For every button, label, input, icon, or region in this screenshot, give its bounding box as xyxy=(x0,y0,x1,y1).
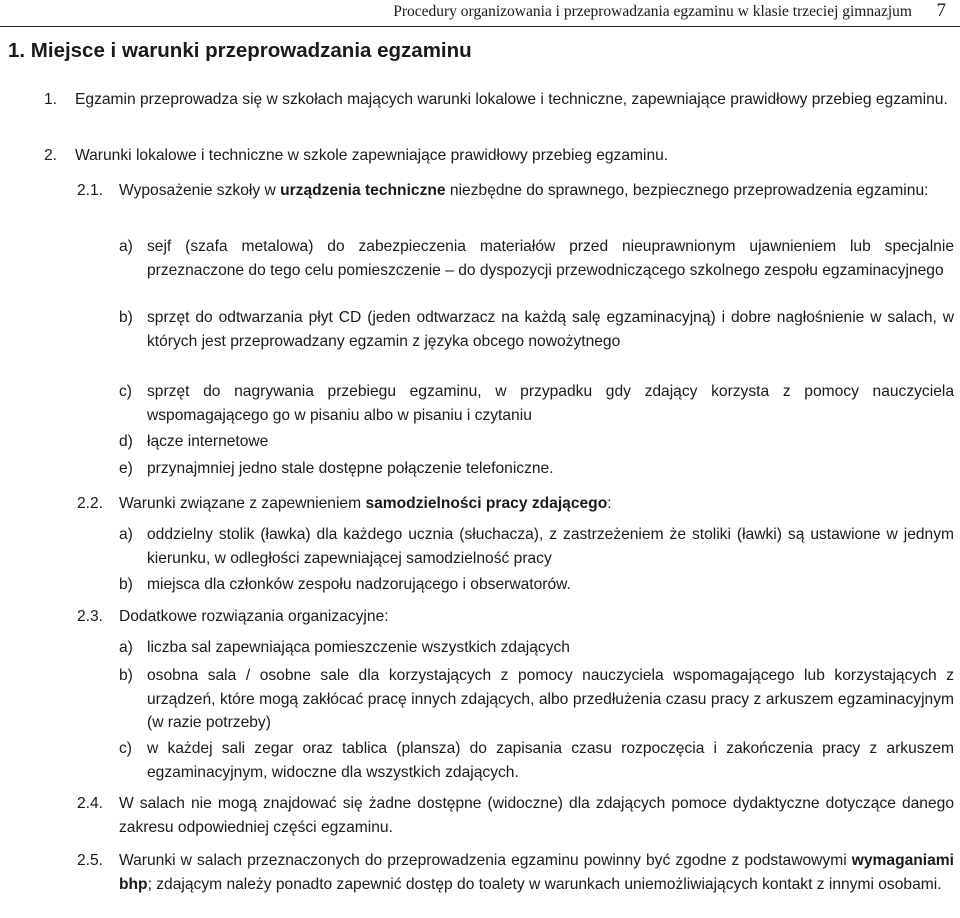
list-item-2-1-d xyxy=(119,430,954,454)
chapter-title: 1. Miejsce i warunki przeprowadzania egzaminu xyxy=(8,39,472,62)
point-number: 2. xyxy=(44,147,58,164)
section-2-5 xyxy=(77,849,954,896)
item-letter: a) xyxy=(119,238,133,255)
point-1-text: Egzamin przeprowadza się w szkołach mających warunki lokalowe i techniczne, zapewniające prawidłowy przebieg egzaminu. xyxy=(75,91,948,108)
section-2-3-heading: Dodatkowe rozwiązania organizacyjne: xyxy=(119,608,389,625)
header-title: Procedury organizowania i przeprowadzania egzaminu w klasie trzeciej gimnazjum xyxy=(393,3,912,20)
item-letter: b) xyxy=(119,576,133,593)
item-text: łącze internetowe xyxy=(147,433,269,450)
section-2-5-text xyxy=(77,849,954,896)
section-2-2-heading xyxy=(77,492,954,516)
item-text: sprzęt do odtwarzania płyt CD (jeden odtwarzacz na każdą salę egzaminacyjną) i dobre nagłośnienie w salach, w których jest przeprowadzany egzamin z języka obcego nowożytnego xyxy=(147,309,954,350)
section-number: 2.2. xyxy=(77,495,104,512)
section-2-4-text: W salach nie mogą znajdować się żadne dostępne (widoczne) dla zdających pomoce dydaktyczne dotyczące danego zakresu odpowiedniej części egzaminu. xyxy=(119,795,954,836)
list-item-2-1-a xyxy=(119,235,954,282)
heading-text: Warunki związane z zapewnieniem xyxy=(119,495,366,512)
section-number: 2.5. xyxy=(77,852,104,869)
item-text: w każdej sali zegar oraz tablica (plansza) do zapisania czasu rozpoczęcia i zakończenia pracy z arkuszem egzaminacyjnym, widoczne dla wszystkich zdających. xyxy=(147,740,954,781)
page-number: 7 xyxy=(936,0,946,21)
item-letter: d) xyxy=(119,433,133,450)
section-2-1 xyxy=(77,179,954,203)
item-letter: a) xyxy=(119,639,133,656)
item-text: oddzielny stolik (ławka) dla każdego ucznia (słuchacza), z zastrzeżeniem że stoliki (ławki) są ustawione w jednym kierunku, w odległości zapewniającej samodzielność pracy xyxy=(147,526,954,567)
heading-bold-text: urządzenia techniczne xyxy=(280,182,446,199)
section-text: ; zdającym należy ponadto zapewnić dostęp do toalety w warunkach uniemożliwiających kontakt z innymi osobami. xyxy=(147,875,942,893)
item-text: liczba sal zapewniająca pomieszczenie wszystkich zdających xyxy=(147,639,570,656)
item-text: przynajmniej jedno stale dostępne połączenie telefoniczne. xyxy=(147,460,554,477)
point-1 xyxy=(44,88,954,112)
list-item-2-2-b xyxy=(119,573,954,597)
item-text: sprzęt do nagrywania przebiegu egzaminu, w przypadku gdy zdający korzysta z pomocy nauczyciela wspomagającego go w pisaniu albo w pisaniu i czytaniu xyxy=(147,383,954,424)
heading-text: niezbędne do sprawnego, bezpiecznego przeprowadzenia egzaminu: xyxy=(445,182,929,199)
section-number: 2.4. xyxy=(77,795,104,812)
item-letter: e) xyxy=(119,460,133,477)
section-2-4 xyxy=(77,792,954,839)
list-item-2-3-a xyxy=(119,636,954,660)
item-text: miejsca dla członków zespołu nadzorującego i obserwatorów. xyxy=(147,576,571,593)
page-header xyxy=(0,0,960,27)
point-text xyxy=(44,88,954,112)
item-letter: a) xyxy=(119,526,133,543)
section-bold-text: wymaganiami bhp xyxy=(119,852,954,893)
section-2-1-heading xyxy=(77,179,954,203)
list-item-2-3-c xyxy=(119,737,954,784)
point-2-text: Warunki lokalowe i techniczne w szkole zapewniające prawidłowy przebieg egzaminu. xyxy=(75,147,669,164)
item-text: sejf (szafa metalowa) do zabezpieczenia materiałów przed nieuprawnionym ujawnieniem lub specjalnie przeznaczone do tego celu pomieszczenie – do dyspozycji przewodniczącego szkolnego zespołu egzaminacyjnego xyxy=(147,238,954,279)
heading-text: Wyposażenie szkoły w xyxy=(119,182,281,199)
item-letter: b) xyxy=(119,667,133,684)
list-item-2-2-a xyxy=(119,523,954,570)
item-letter: c) xyxy=(119,383,132,400)
section-number: 2.1. xyxy=(77,182,104,199)
list-item-2-3-b xyxy=(119,664,954,735)
section-number: 2.3. xyxy=(77,608,104,625)
point-2 xyxy=(44,144,954,168)
heading-bold-text: samodzielności pracy zdającego xyxy=(365,495,608,512)
list-item-2-1-c xyxy=(119,380,954,427)
item-text: osobna sala / osobne sale dla korzystających z pomocy nauczyciela wspomagającego lub korzystających z urządzeń, które mogą zakłócać pracę innych zdających, albo przedłużenia czasu pracy z arkuszem egzaminacyjnym (w razie potrzeby) xyxy=(147,667,954,731)
section-2-2 xyxy=(77,492,954,516)
section-text: Warunki w salach przeznaczonych do przeprowadzenia egzaminu powinny być zgodne z podstawowymi xyxy=(119,852,852,869)
list-item-2-1-e xyxy=(119,457,954,481)
item-letter: b) xyxy=(119,309,133,326)
item-letter: c) xyxy=(119,740,132,757)
point-number: 1. xyxy=(44,91,58,108)
list-item-2-1-b xyxy=(119,306,954,353)
section-2-3 xyxy=(77,605,954,629)
heading-text: : xyxy=(607,495,612,512)
